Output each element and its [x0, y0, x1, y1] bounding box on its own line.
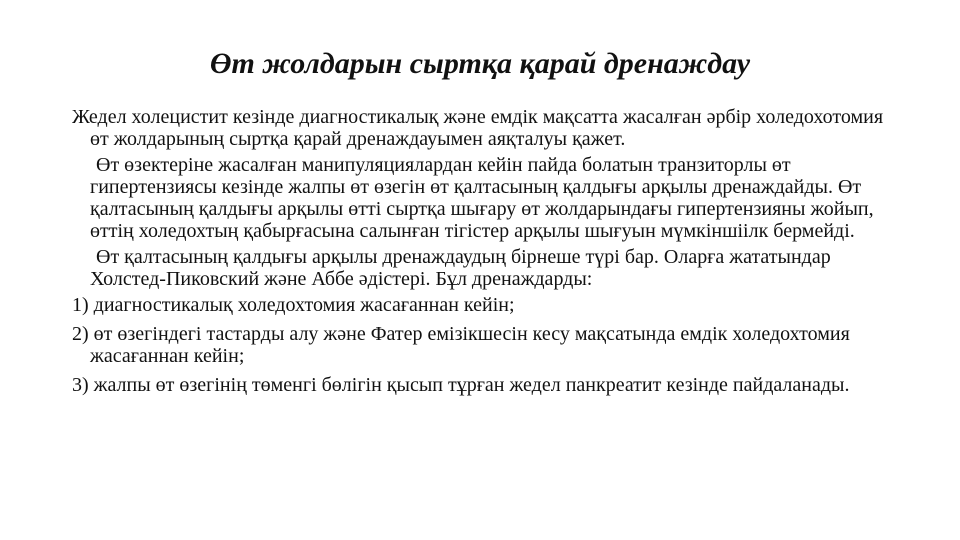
paragraph-drainage-types: Өт қалтасының қалдығы арқылы дренаждаудың бірнеше түрі бар. Оларға жататындар Холстед-Пиковский және Аббе әдістері. Бұл дренаждарды:	[90, 246, 831, 290]
slide-body	[72, 106, 902, 403]
slide-title: Өт жолдарын сыртқа қарай дренаждау	[209, 47, 751, 80]
list-item-2: 2) өт өзегіндегі тастарды алу және Фатер емізікшесін кесу мақсатында емдік холедохтомия жасағаннан кейін;	[72, 323, 850, 367]
paragraph-transitory-hypertension: Өт өзектеріне жасалған манипуляциялардан кейін пайда болатын транзиторлы өт гипертензиясы кезінде жалпы өт өзегін өт қалтасының қалдығы арқылы дренаждайды. Өт қалтасының қалдығы арқылы өтті сыртқа шығару өт жолдарындағы гипертензияны жойып, өттің холедохтың қабырғасына салынған тігістер арқылы шығуын мүмкіншіілк бермейді.	[90, 154, 874, 242]
list-item-1: 1) диагностикалық холедохтомия жасағаннан кейін;	[72, 294, 515, 316]
paragraph-intro: Жедел холецистит кезінде диагностикалық және емдік мақсатта жасалған әрбір холедохотомия өт жолдарының сыртқа қарай дренаждауымен аяқталуы қажет.	[72, 106, 884, 150]
list-item-3: 3) жалпы өт өзегінің төменгі бөлігін қысып тұрған жедел панкреатит кезінде пайдаланады.	[72, 374, 850, 396]
